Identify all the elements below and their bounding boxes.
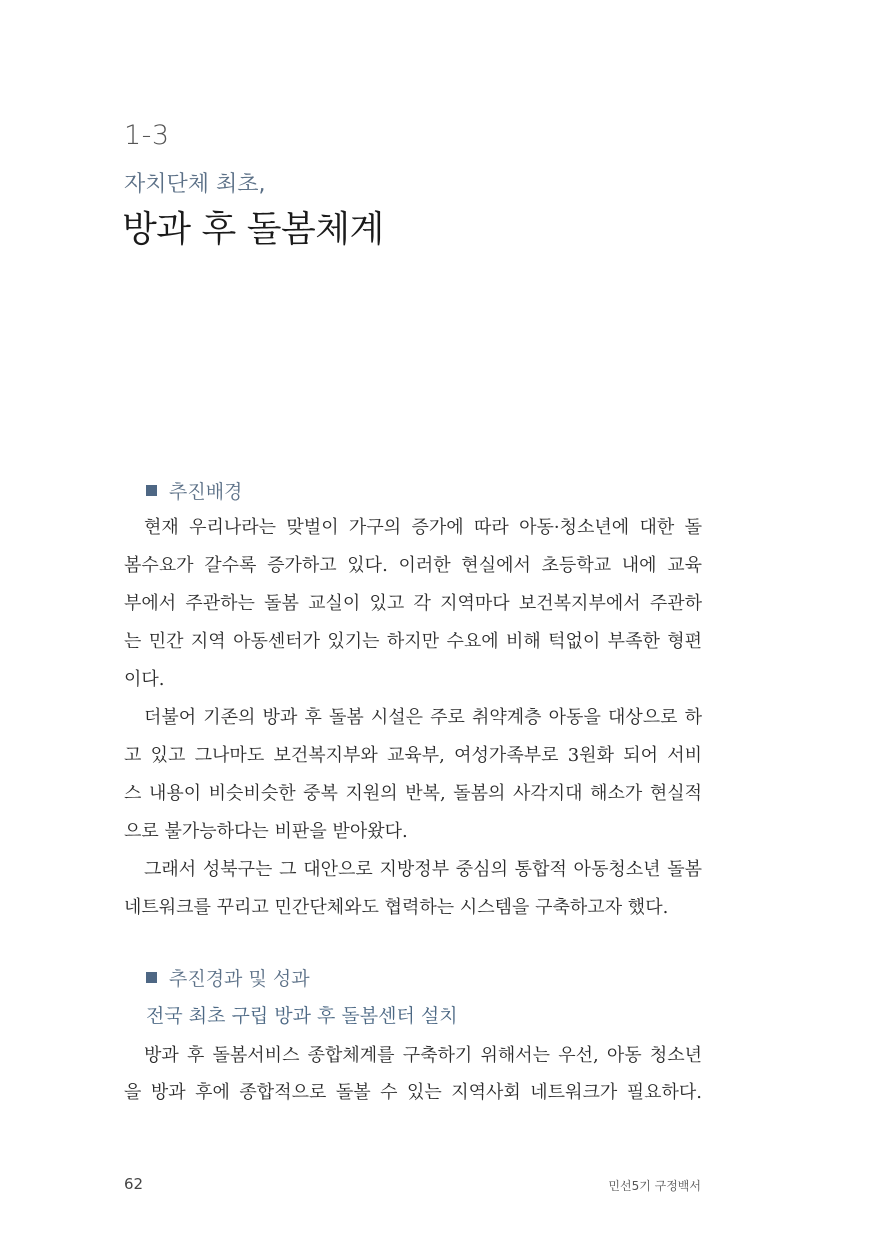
body-line: 부에서 주관하는 돌봄 교실이 있고 각 지역마다 보건복지부에서 주관하: [124, 593, 702, 614]
section-heading-progress: [146, 964, 310, 991]
body-line: 방과 후 돌봄서비스 종합체계를 구축하기 위해서는 우선, 아동 청소년: [144, 1045, 702, 1066]
page-number: 62: [124, 1175, 144, 1193]
section-heading-label: 추진경과 및 성과: [169, 968, 310, 990]
body-line: 고 있고 그나마도 보건복지부와 교육부, 여성가족부로 3원화 되어 서비: [124, 745, 702, 766]
body-line: 스 내용이 비슷비슷한 중복 지원의 반복, 돌봄의 사각지대 해소가 현실적: [124, 783, 702, 804]
body-line: 봄수요가 갈수록 증가하고 있다. 이러한 현실에서 초등학교 내에 교육: [124, 555, 702, 576]
subheading: 전국 최초 구립 방과 후 돌봄센터 설치: [146, 1005, 458, 1027]
chapter-number: 1-3: [124, 120, 170, 151]
running-title: 민선5기 구정백서: [608, 1179, 701, 1193]
body-line: 을 방과 후에 종합적으로 돌볼 수 있는 지역사회 네트워크가 필요하다.: [124, 1082, 702, 1103]
body-line: 현재 우리나라는 맞벌이 가구의 증가에 따라 아동·청소년에 대한 돌: [144, 517, 702, 538]
body-line: 는 민간 지역 아동센터가 있기는 하지만 수요에 비해 턱없이 부족한 형편: [124, 631, 702, 652]
chapter-title: 방과 후 돌봄체계: [122, 209, 384, 250]
chapter-subtitle: 자치단체 최초,: [124, 172, 266, 197]
body-line: 이다.: [124, 669, 165, 690]
body-line: 으로 불가능하다는 비판을 받아왔다.: [124, 821, 408, 842]
body-line: 네트워크를 꾸리고 민간단체와도 협력하는 시스템을 구축하고자 했다.: [124, 897, 669, 918]
section-heading-label: 추진배경: [169, 481, 243, 503]
body-line: 그래서 성북구는 그 대안으로 지방정부 중심의 통합적 아동청소년 돌봄: [144, 859, 702, 880]
section-heading-background: [146, 477, 242, 504]
square-bullet-icon: [146, 485, 157, 496]
square-bullet-icon: [146, 972, 157, 983]
body-line: 더불어 기존의 방과 후 돌봄 시설은 주로 취약계층 아동을 대상으로 하: [144, 707, 702, 728]
